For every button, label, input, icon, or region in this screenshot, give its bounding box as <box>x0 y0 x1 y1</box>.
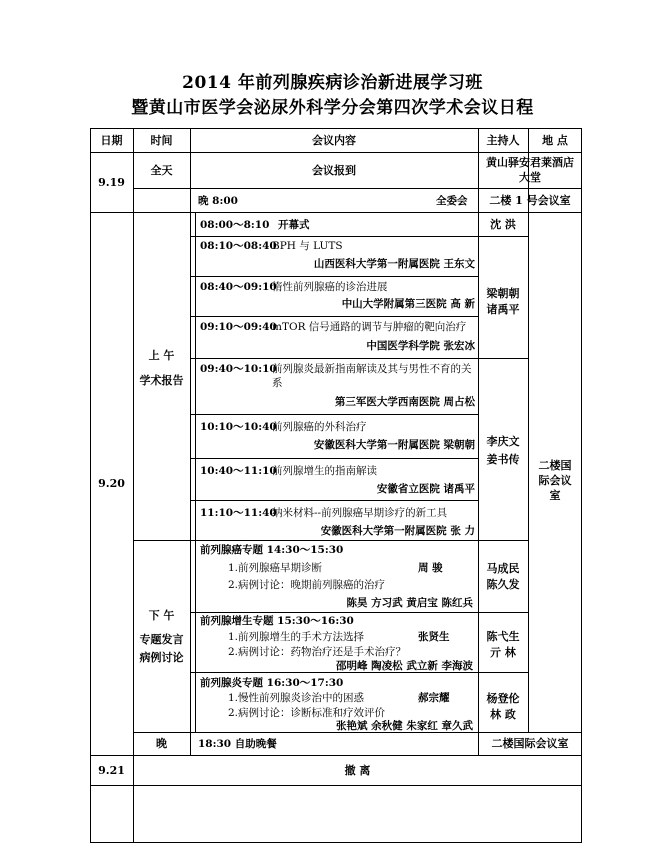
host-topic-1b: 陈久发 <box>486 577 520 591</box>
session-7-speaker: 安徽省立医院 诸禹平 <box>376 483 475 495</box>
topic-3-item1: 1.慢性前列腺炎诊治中的困惑 <box>228 692 365 704</box>
page-title: 2014 年前列腺疾病诊治新进展学习班 <box>182 73 483 93</box>
session-6-title: 前列腺癌的外科治疗 <box>272 421 367 433</box>
session-6-time: 10:10～10:40 <box>200 421 277 433</box>
topic-3-speaker: 郝宗耀 <box>418 692 450 704</box>
topic-2-item2: 2.病例讨论：药物治疗还是手术治疗？ <box>228 646 407 658</box>
host-topic-3b: 林 政 <box>490 707 516 721</box>
session-5-time: 09:40～10:10 <box>200 363 277 375</box>
session-3-time: 08:40～09:10 <box>200 281 277 293</box>
session-1-title: 开幕式 <box>278 219 310 231</box>
registration: 会议报到 <box>312 163 356 177</box>
topic-2-discussants: 邵明峰 陶凌松 武立新 李海波 <box>336 660 473 672</box>
session-7-time: 10:40～11:10 <box>200 465 277 477</box>
topic-1-speaker: 周 骏 <box>418 562 443 574</box>
host-topic-2a: 陈弋生 <box>486 629 520 643</box>
topic-3-heading: 前列腺炎专题 16:30～17:30 <box>200 677 344 689</box>
host-group-1b: 诸禹平 <box>486 302 520 316</box>
host-topic-3a: 杨登伦 <box>486 691 520 705</box>
session-7-title: 前列腺增生的指南解读 <box>272 465 377 477</box>
topic-2-speaker: 张贤生 <box>418 631 450 643</box>
session-2-speaker: 山西医科大学第一附属医院 王东文 <box>313 258 475 270</box>
host-topic-2b: 亓 林 <box>490 645 516 659</box>
header-host: 主持人 <box>486 133 520 147</box>
page-subtitle: 暨黄山市医学会泌尿外科学分会第四次学术会议日程 <box>131 98 534 118</box>
session-3-speaker: 中山大学附属第三医院 高 新 <box>341 298 475 310</box>
afternoon-label: 下 午 <box>148 608 175 622</box>
session-1-time: 08:00～8:10 <box>200 219 270 231</box>
dinner: 18:30 自助晚餐 <box>198 738 277 750</box>
topic-2-heading: 前列腺增生专题 15:30～16:30 <box>200 615 354 627</box>
session-8-time: 11:10～11:40 <box>200 507 277 519</box>
host-group-2a: 李庆文 <box>486 434 520 448</box>
host-topic-1a: 马成民 <box>486 561 520 575</box>
session-2-time: 08:10～08:40 <box>200 240 277 252</box>
topic-1-discussants: 陈昊 方习武 黄启宝 陈红兵 <box>346 597 473 609</box>
dinner-place: 二楼国际会议室 <box>491 737 569 750</box>
topic-1-item1: 1.前列腺癌早期诊断 <box>228 562 323 574</box>
time-allday: 全天 <box>150 163 173 177</box>
evening-time: 晚 8:00 <box>198 195 238 207</box>
date-9-20: 9.20 <box>98 477 125 490</box>
departure: 撤 离 <box>344 763 371 777</box>
session-4-speaker: 中国医学科学院 张宏冰 <box>366 340 475 352</box>
main-place: 二楼国际会议室 <box>538 458 572 502</box>
host-group-1a: 梁朝朝 <box>486 286 520 300</box>
afternoon-sublabel-2: 病例讨论 <box>139 650 184 664</box>
evening-place: 二楼 1 号会议室 <box>489 193 571 207</box>
topic-3-item2: 2.病例讨论：诊断标准和疗效评价 <box>228 707 386 719</box>
evening-label: 晚 <box>156 737 167 750</box>
host-opening: 沈 洪 <box>490 217 516 231</box>
date-9-19: 9.19 <box>98 175 125 189</box>
header-content: 会议内容 <box>312 133 356 147</box>
session-5-speaker: 第三军医大学西南医院 周占松 <box>334 396 475 408</box>
session-4-title: mTOR 信号通路的调节与肿瘤的靶向治疗 <box>272 321 467 333</box>
morning-sublabel: 学术报告 <box>139 373 184 387</box>
registration-place: 黄山驿安君莱酒店大堂 <box>486 156 574 184</box>
header-place: 地 点 <box>542 133 568 147</box>
session-8-title: 纳米材料--前列腺癌早期诊疗的新工具 <box>272 507 448 519</box>
topic-1-item2: 2.病例讨论：晚期前列腺癌的治疗 <box>228 579 386 591</box>
header-date: 日期 <box>100 133 123 147</box>
host-group-2b: 姜书传 <box>486 452 520 466</box>
evening-event: 全委会 <box>436 195 468 207</box>
session-4-time: 09:10～09:40 <box>200 321 277 333</box>
session-6-speaker: 安徽医科大学第一附属医院 梁朝朝 <box>313 439 475 451</box>
morning-label: 上 午 <box>148 348 175 362</box>
session-3-title: 惰性前列腺癌的诊治进展 <box>272 281 388 293</box>
session-5-title: 前列腺炎最新指南解读及其与男性不育的关系 <box>272 363 472 389</box>
afternoon-sublabel-1: 专题发言 <box>139 632 184 646</box>
session-8-speaker: 安徽医科大学第一附属医院 张 力 <box>320 525 475 537</box>
header-time: 时间 <box>150 133 173 147</box>
topic-1-heading: 前列腺癌专题 14:30～15:30 <box>200 544 344 556</box>
session-2-title: BPH 与 LUTS <box>272 240 343 252</box>
topic-2-item1: 1.前列腺增生的手术方法选择 <box>228 631 365 643</box>
date-9-21: 9.21 <box>98 763 125 777</box>
topic-3-discussants: 张艳斌 余秋健 朱家红 章久武 <box>336 720 473 732</box>
